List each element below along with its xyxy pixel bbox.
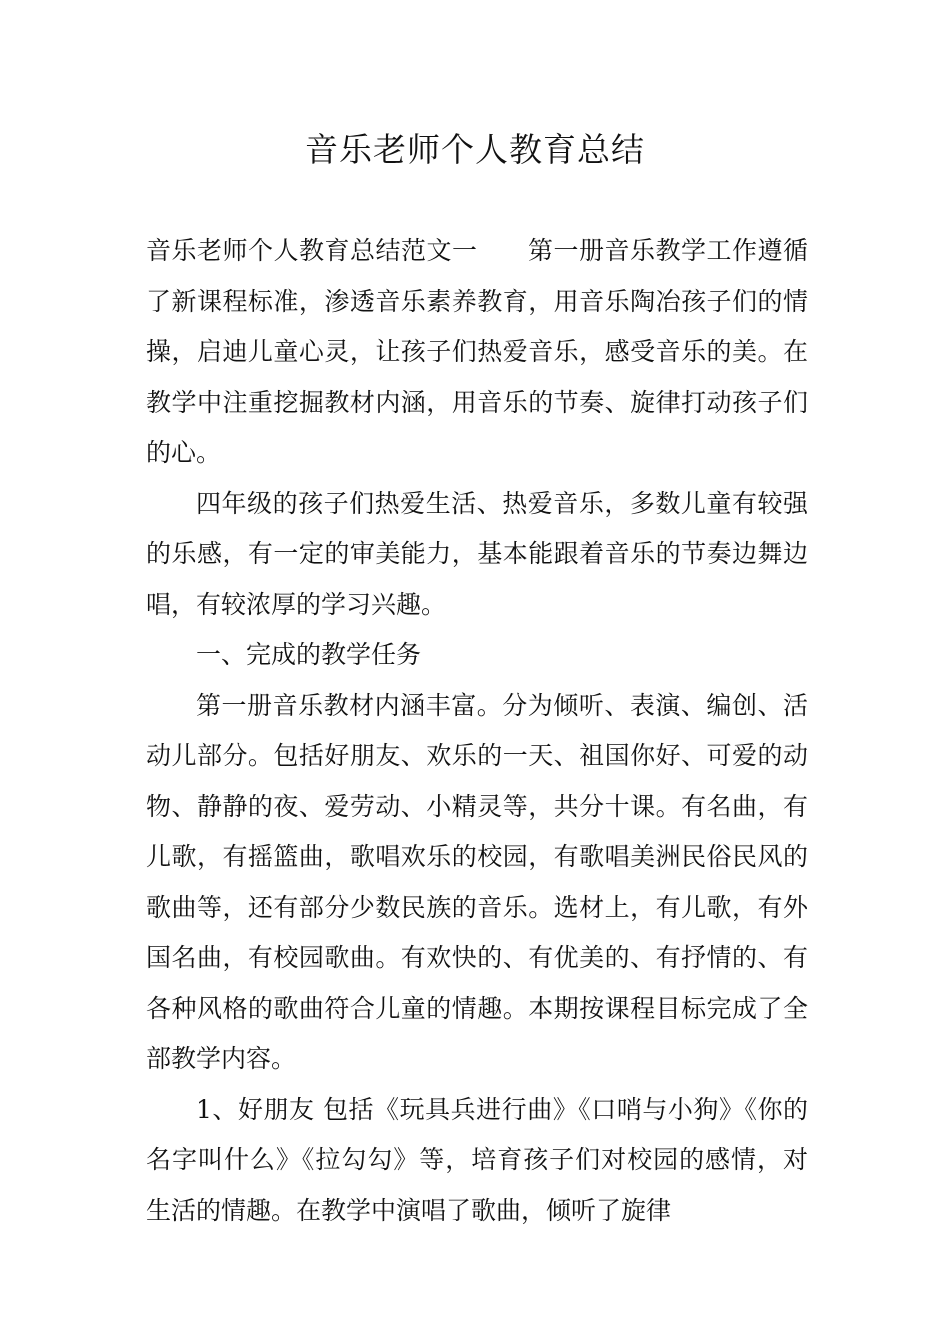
intro-text: 第一册音乐教学工作遵循了新课程标准，渗透音乐素养教育，用音乐陶冶孩子们的情操，启迪儿童心灵，让孩子们热爱音乐，感受音乐的美。在教学中注重挖掘教材内涵，用音乐的节奏、旋律打动孩子们的心。	[146, 236, 808, 467]
paragraph-intro	[146, 226, 808, 479]
paragraph-students: 四年级的孩子们热爱生活、热爱音乐，多数儿童有较强的乐感，有一定的审美能力，基本能跟着音乐的节奏边舞边唱，有较浓厚的学习兴趣。	[146, 488, 808, 619]
paragraph-lesson-1: 1、好朋友 包括《玩具兵进行曲》《口哨与小狗》《你的名字叫什么》《拉勾勾》等，培育孩子们对校园的感情，对生活的情趣。在教学中演唱了歌曲，倾听了旋律	[146, 1094, 808, 1225]
paragraph-materials: 第一册音乐教材内涵丰富。分为倾听、表演、编创、活动儿部分。包括好朋友、欢乐的一天、祖国你好、可爱的动物、静静的夜、爱劳动、小精灵等，共分十课。有名曲，有儿歌，有摇篮曲，歌唱欢乐的校园，有歌唱美洲民俗民风的歌曲等，还有部分少数民族的音乐。选材上，有儿歌，有外国名曲，有校园歌曲。有欢快的、有优美的、有抒情的、有各种风格的歌曲符合儿童的情趣。本期按课程目标完成了全部教学内容。	[146, 690, 808, 1073]
document-body	[146, 226, 808, 1236]
page-title: 音乐老师个人教育总结	[305, 130, 645, 169]
intro-label: 音乐老师个人教育总结范文一	[146, 236, 478, 265]
section-heading: 一、完成的教学任务	[196, 640, 422, 669]
